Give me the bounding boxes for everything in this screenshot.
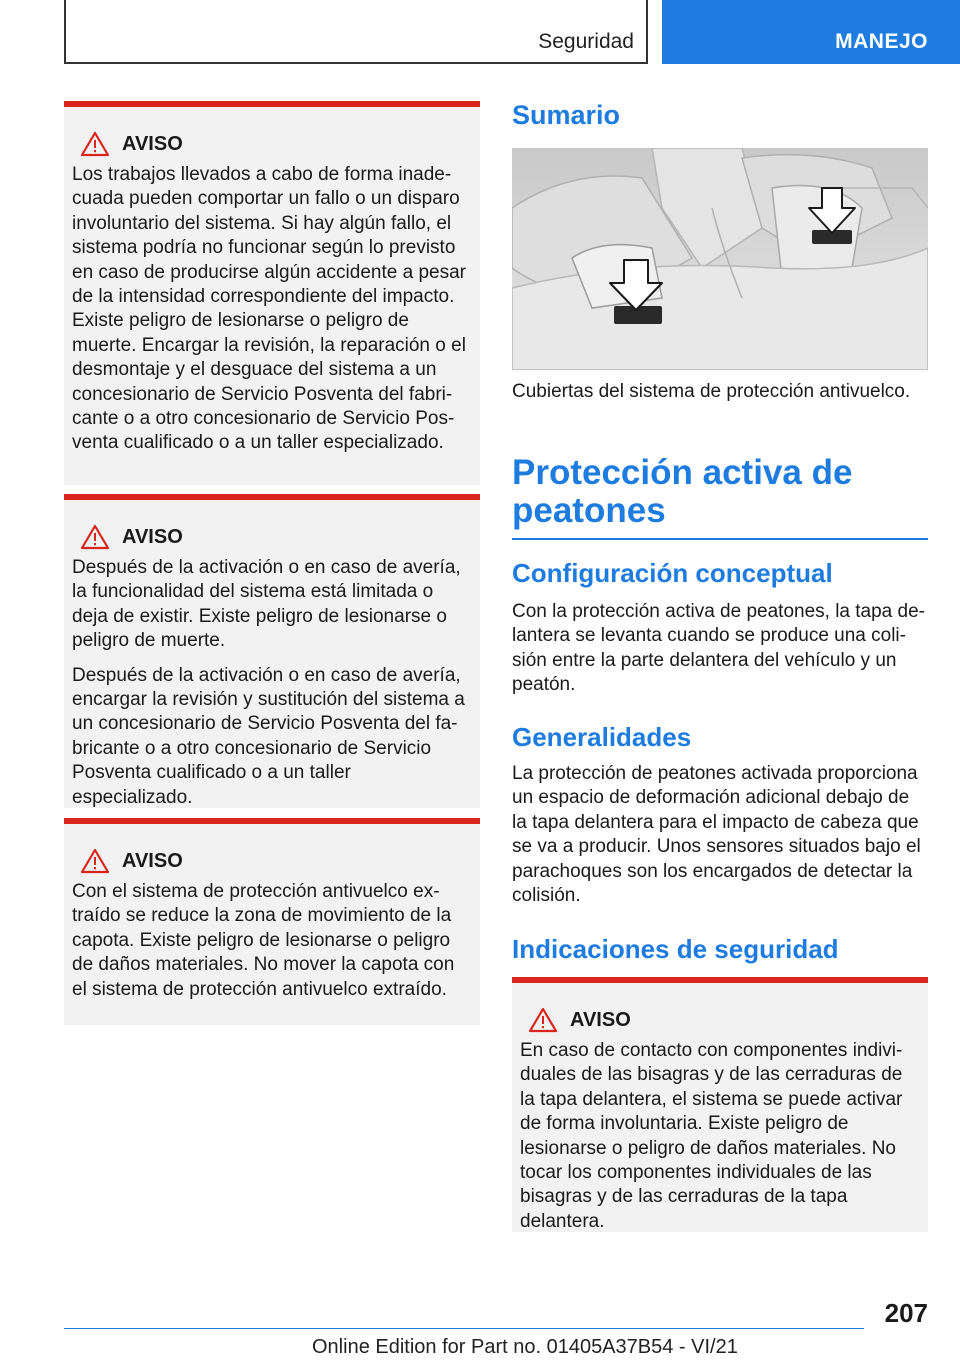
main-heading: Protección activa de peatones [512,454,928,540]
warning-box-4 [512,977,928,1232]
figure-caption: Cubiertas del sistema de protección antivuelco. [512,381,911,402]
warning-text: Después de la activación o en caso de avería, encargar la revisión y sustitución del sistema a un concesionario de Servicio Posventa del fa-bricante o a otro concesionario de Servicio Posventa cualificado o a un taller especializado. [72,664,465,808]
warning-triangle-icon [80,848,110,874]
warning-title: AVISO [570,1008,631,1031]
section-heading-configuracion: Configuración conceptual [512,558,833,588]
warning-triangle-icon [528,1007,558,1033]
warning-triangle-icon [80,524,110,550]
rollover-protection-figure [512,148,928,370]
warning-text: En caso de contacto con componentes indivi-duales de las bisagras y de las cerraduras de la tapa delantera, el sistema se puede activar de forma involuntaria. Existe peligro de lesionarse o peligro de daños materiales. No tocar los componentes individuales de las bisagras y de las cerraduras de la tapa delantera. [520,1040,903,1232]
footer-divider [64,1328,864,1329]
section-text-generalidades: La protección de peatones activada proporciona un espacio de deformación adicional debajo de la tapa delantera para el impacto de cabeza que se va a producir. Unos sensores situados bajo el parachoques son los encargados de detectar la colisión. [512,763,921,907]
header-chapter-label: MANEJO [835,30,928,53]
warning-text: Con el sistema de protección antivuelco ex-traído se reduce la zona de movimiento de la capota. Existe peligro de lesionarse o peligro de daños materiales. No mover la capota con el sistema de protección antivuelco extraído. [72,881,455,1000]
section-heading-generalidades: Generalidades [512,722,692,752]
footer-edition: Online Edition for Part no. 01405A37B54 - VI/21 [312,1336,738,1358]
sumario-heading: Sumario [512,100,621,130]
warning-title: AVISO [122,525,183,548]
header-chapter-tab [662,0,960,64]
car-interior-illustration [512,148,928,370]
warning-title: AVISO [122,132,183,155]
page-number: 207 [884,1298,928,1328]
warning-text: Los trabajos llevados a cabo de forma inade-cuada pueden comportar un fallo o un disparo involuntario del sistema. Si hay algún fallo, el sistema podría no funcionar según lo previsto en caso de producirse algún accidente a pesar de la intensidad correspondiente del impacto. Existe peligro de lesionarse o peligro de muerte. Encargar la revisión, la reparación o el desmontaje y el desguace del sistema a un concesionario de Servicio Posventa del fabri-cante o a otro concesionario de Servicio Pos-venta cualificado o a un taller especializado. [72,164,466,454]
warning-box-1 [64,101,480,485]
warning-title: AVISO [122,849,183,872]
warning-triangle-icon [80,131,110,157]
warning-box-2 [64,494,480,808]
section-heading-indicaciones: Indicaciones de seguridad [512,934,839,964]
header-section-box [64,0,648,64]
warning-text: Después de la activación o en caso de avería, la funcionalidad del sistema está limitada o deja de existir. Existe peligro de lesionarse o peligro de muerte. [72,557,461,652]
section-text-configuracion: Con la protección activa de peatones, la tapa de-lantera se levanta cuando se produce una coli-sión entre la parte delantera del vehículo y un peatón. [512,601,925,696]
header-section-label: Seguridad [538,30,634,53]
warning-box-3 [64,818,480,1025]
